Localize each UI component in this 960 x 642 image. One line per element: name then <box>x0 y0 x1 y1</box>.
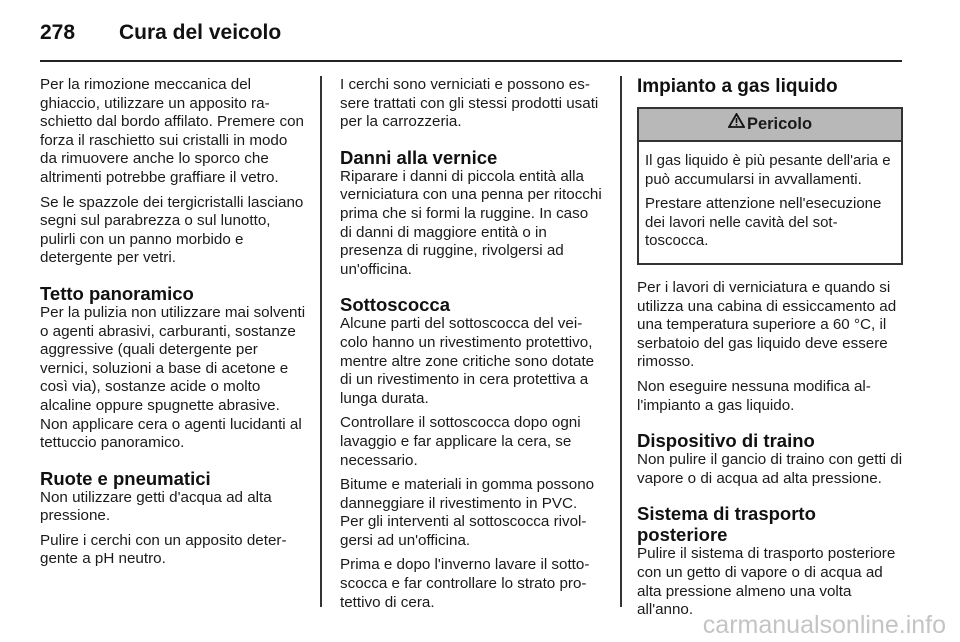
column-2 <box>340 76 604 618</box>
paragraph-modifiche: Non eseguire nessuna modifica all'impianto a gas liquido. <box>637 377 871 414</box>
paragraph-cerchi: I cerchi sono verniciati e possono essere trattati con gli stessi prodotti usati per la carrozzeria. <box>340 76 599 131</box>
paragraph-cerchi-detergente: Pulire i cerchi con un apposito detergente a pH neutro. <box>40 531 287 568</box>
paragraph-sottoscocca-3: Bitume e materiali in gomma possono danneggiare il rivestimento in PVC. Per gli interventi al sottoscocca rivolgersi ad un'officina. <box>340 476 595 549</box>
column-3 <box>637 76 903 626</box>
paragraph-ghiaccio: Per la rimozione meccanica del ghiaccio, utilizzare un apposito raschietto dal bordo affilato. Premere con forza il raschietto sui cristalli in modo da rimuovere anche lo sporco che altrimenti potrebbe graffiare il vetro. <box>40 76 304 186</box>
danger-paragraph-1: Il gas liquido è più pesante dell'aria e può accumularsi in avvallamenti. <box>645 152 891 188</box>
danger-header <box>639 109 901 142</box>
heading-dispositivo-traino: Dispositivo di traino <box>637 430 815 452</box>
heading-tetto-panoramico: Tetto panoramico <box>40 282 194 304</box>
paragraph-sottoscocca-2: Controllare il sottoscocca dopo ogni lavaggio e far applicare la cera, se necessario. <box>340 414 581 469</box>
paragraph-tetto: Per la pulizia non utilizzare mai solventi o agenti abrasivi, carburanti, sostanze aggressive (quali detergente per vernici, soluzioni a base di acetone e così via), sostanze acide o molto alcaline oppure spugnette abrasive. Non applicare cera o agenti lucidanti al tettuccio panoramico. <box>40 303 306 452</box>
column-divider-2 <box>620 76 622 607</box>
paragraph-traino: Non pulire il gancio di traino con getti di vapore o di acqua ad alta pressione. <box>637 451 903 487</box>
paragraph-getti: Non utilizzare getti d'acqua ad alta pressione. <box>40 488 272 525</box>
column-1 <box>40 76 306 575</box>
heading-danni-vernice: Danni alla vernice <box>340 146 498 168</box>
paragraph-spazzole: Se le spazzole dei tergicristalli lasciano segni sul parabrezza o sul lunotto, pulirli con un panno morbido e detergente per vetri. <box>40 193 304 267</box>
paragraph-danni: Riparare i danni di piccola entità alla verniciatura con una penna per ritocchi prima che si formi la ruggine. In caso di danni di maggiore entità o in presenza di ruggine, rivolgersi ad un'officina. <box>340 167 602 278</box>
warning-triangle-icon <box>728 113 745 134</box>
paragraph-sottoscocca-1: Alcune parti del sottoscocca del veicolo hanno un rivestimento protettivo, mentre altre zone critiche sono dotate di un rivestimento in cera protettiva a lunga durata. <box>340 315 595 407</box>
heading-sottoscocca: Sottoscocca <box>340 294 451 316</box>
watermark: carmanualsonline.info <box>702 611 946 639</box>
column-divider-1 <box>320 76 322 607</box>
paragraph-trasporto: Pulire il sistema di trasporto posteriore con un getto di vapore o di acqua ad alta pressione almeno una volta all'anno. <box>637 545 896 619</box>
page-header <box>40 18 920 48</box>
paragraph-verniciatura: Per i lavori di verniciatura e quando si utilizza una cabina di essiccamento ad una temperatura superiore a 60 °C, il serbatoio del gas liquido deve essere rimosso. <box>637 278 897 371</box>
page-number: 278 <box>40 21 76 44</box>
danger-body <box>639 142 901 263</box>
danger-box <box>637 107 903 265</box>
header-divider <box>40 60 902 62</box>
page-title: Cura del veicolo <box>119 21 282 44</box>
heading-ruote-pneumatici: Ruote e pneumatici <box>40 467 211 489</box>
paragraph-sottoscocca-4: Prima e dopo l'inverno lavare il sottoscocca e far controllare lo strato protettivo di cera. <box>340 556 590 611</box>
heading-sistema-trasporto: Sistema di trasporto posteriore <box>637 503 816 546</box>
danger-label: Pericolo <box>746 115 813 134</box>
heading-gas-liquido: Impianto a gas liquido <box>637 76 838 97</box>
danger-paragraph-2: Prestare attenzione nell'esecuzione dei lavori nelle cavità del sottoscocca. <box>645 195 882 250</box>
